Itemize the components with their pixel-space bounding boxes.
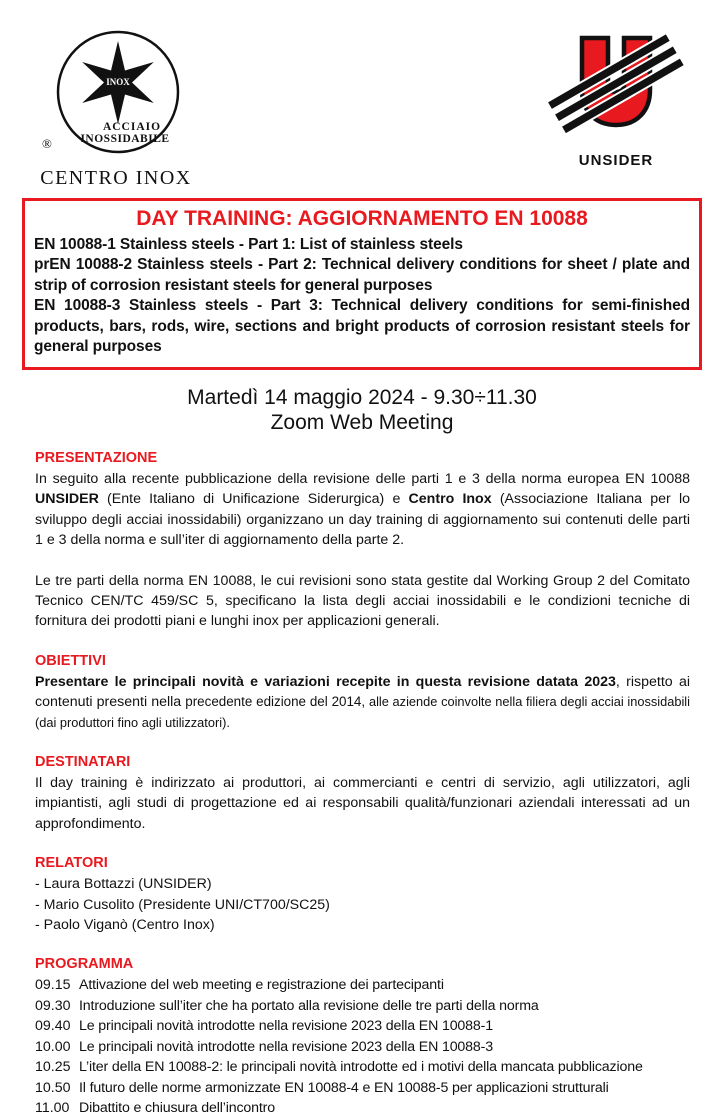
obiettivi-paragraph — [35, 672, 690, 733]
obiettivi-run-c: alle aziende coinvolte nella filiera degli acciai inossidabili (dai produttori fino agli utilizzatori). — [35, 694, 690, 730]
programma-list — [35, 975, 690, 1118]
destinatari-paragraph: Il day training è indirizzato ai produttori, ai commercianti e centri di servizio, agli utilizzatori, agli impiantisti, agli studi di progettazione ed ai responsabili qualità/funzionari aziendali interessati ad un approfondimento. — [35, 774, 690, 832]
centro-inox-wordmark: CENTRO INOX — [40, 167, 192, 189]
inossidabile-text: INOSSIDABILE — [80, 133, 170, 145]
programma-time: 10.50 — [35, 1079, 71, 1096]
obiettivi-bold-lead: Presentare le principali novità e variazioni recepite in questa revisione datata 2023 — [35, 673, 616, 690]
p1-unsider-bold: UNSIDER — [35, 491, 99, 508]
event-title: DAY TRAINING: AGGIORNAMENTO EN 10088 — [136, 207, 588, 230]
obiettivi-run-a: , rispetto ai contenuti presenti nella — [35, 673, 690, 711]
presentazione-heading: PRESENTAZIONE — [35, 449, 158, 466]
programma-activity: Le principali novità introdotte nella revisione 2023 della EN 10088-3 — [79, 1038, 493, 1055]
star-inox-text: INOX — [106, 77, 130, 87]
title-box — [22, 198, 702, 370]
programma-activity: Attivazione del web meeting e registrazione dei partecipanti — [79, 977, 444, 994]
programma-activity: Le principali novità introdotte nella revisione 2023 della EN 10088-1 — [79, 1018, 493, 1035]
programma-time: 09.30 — [35, 997, 71, 1014]
main-content — [35, 448, 690, 1118]
standard-line-3: EN 10088-3 Stainless steels - Part 3: Technical delivery conditions for semi-finished products, bars, rods, wire, sections and bright products of corrosion resistant steels for general purposes — [34, 297, 690, 356]
programma-time: 10.25 — [35, 1059, 71, 1076]
programma-activity: Il futuro delle norme armonizzate EN 10088-4 e EN 10088-5 per applicazioni strutturali — [79, 1079, 609, 1096]
relatore-item: - Paolo Viganò (Centro Inox) — [35, 917, 215, 933]
programma-item — [35, 1078, 690, 1098]
centro-inox-star-icon — [40, 26, 192, 160]
programma-item — [35, 1098, 690, 1118]
programma-activity: Dibattito e chiusura dell’incontro — [79, 1099, 275, 1116]
relatore-item: - Mario Cusolito (Presidente UNI/CT700/SC25) — [35, 896, 330, 913]
programma-time: 10.00 — [35, 1038, 71, 1055]
event-date: Martedì 14 maggio 2024 - 9.30÷11.30 — [187, 385, 537, 409]
relatore-item: - Laura Bottazzi (UNSIDER) — [35, 876, 212, 893]
obiettivi-run-b: precedente edizione del 2014, — [185, 694, 369, 710]
event-platform: Zoom Web Meeting — [270, 411, 454, 435]
acciaio-text: ACCIAIO — [102, 121, 162, 133]
unsider-logo — [554, 26, 678, 169]
p1-run3: (Ente Italiano di Unificazione Siderurgica) e — [98, 491, 409, 508]
p1-run1: In seguito alla recente pubblicazione della revisione delle parti 1 e 3 della norma europea EN 10088 — [35, 470, 690, 487]
programma-time: 09.40 — [35, 1018, 71, 1035]
event-date-block — [0, 385, 724, 436]
standard-line-2: prEN 10088-2 Stainless steels - Part 2: Technical delivery conditions for sheet / plate and strip of corrosion resistant steels for general purposes — [34, 256, 690, 294]
unsider-wordmark: UNSIDER — [578, 152, 654, 169]
programma-item — [35, 1016, 690, 1036]
obiettivi-heading: OBIETTIVI — [35, 652, 106, 669]
programma-activity: L’iter della EN 10088-2: le principali novità introdotte ed i motivi della mancata pubblicazione — [79, 1059, 643, 1076]
programma-item — [35, 996, 690, 1016]
registered-mark: ® — [42, 136, 52, 151]
p1-centro-inox-bold: Centro Inox — [408, 491, 492, 508]
p1-run5: (Associazione Italiana per lo sviluppo degli acciai inossidabili) organizzano un day training di aggiornamento sui contenuti delle parti 1 e 3 della norma e sull’iter di aggiornamento della parte 2. — [35, 491, 690, 549]
programma-activity: Introduzione sull’iter che ha portato alla revisione delle tre parti della norma — [79, 997, 539, 1014]
unsider-u-icon — [566, 34, 666, 138]
programma-time: 11.00 — [35, 1099, 70, 1116]
relatori-list — [35, 874, 690, 935]
header — [0, 0, 724, 190]
presentazione-paragraph-1 — [35, 469, 690, 551]
destinatari-heading: DESTINATARI — [35, 754, 131, 771]
relatori-heading: RELATORI — [35, 855, 108, 872]
programma-heading: PROGRAMMA — [35, 956, 134, 973]
presentazione-paragraph-2: Le tre parti della norma EN 10088, le cui revisioni sono stata gestite dal Working Group 2 del Comitato Tecnico CEN/TC 459/SC 5, specificano la lista degli acciai inossidabili e le condizioni tecniche di fornitura dei prodotti piani e lunghi inox per applicazioni generali. — [35, 572, 690, 630]
centro-inox-logo — [36, 26, 196, 190]
programma-item — [35, 1037, 690, 1057]
programma-item — [35, 1057, 690, 1077]
programma-item — [35, 975, 690, 995]
standard-line-1: EN 10088-1 Stainless steels - Part 1: List of stainless steels — [34, 236, 463, 253]
programma-time: 09.15 — [35, 977, 71, 994]
